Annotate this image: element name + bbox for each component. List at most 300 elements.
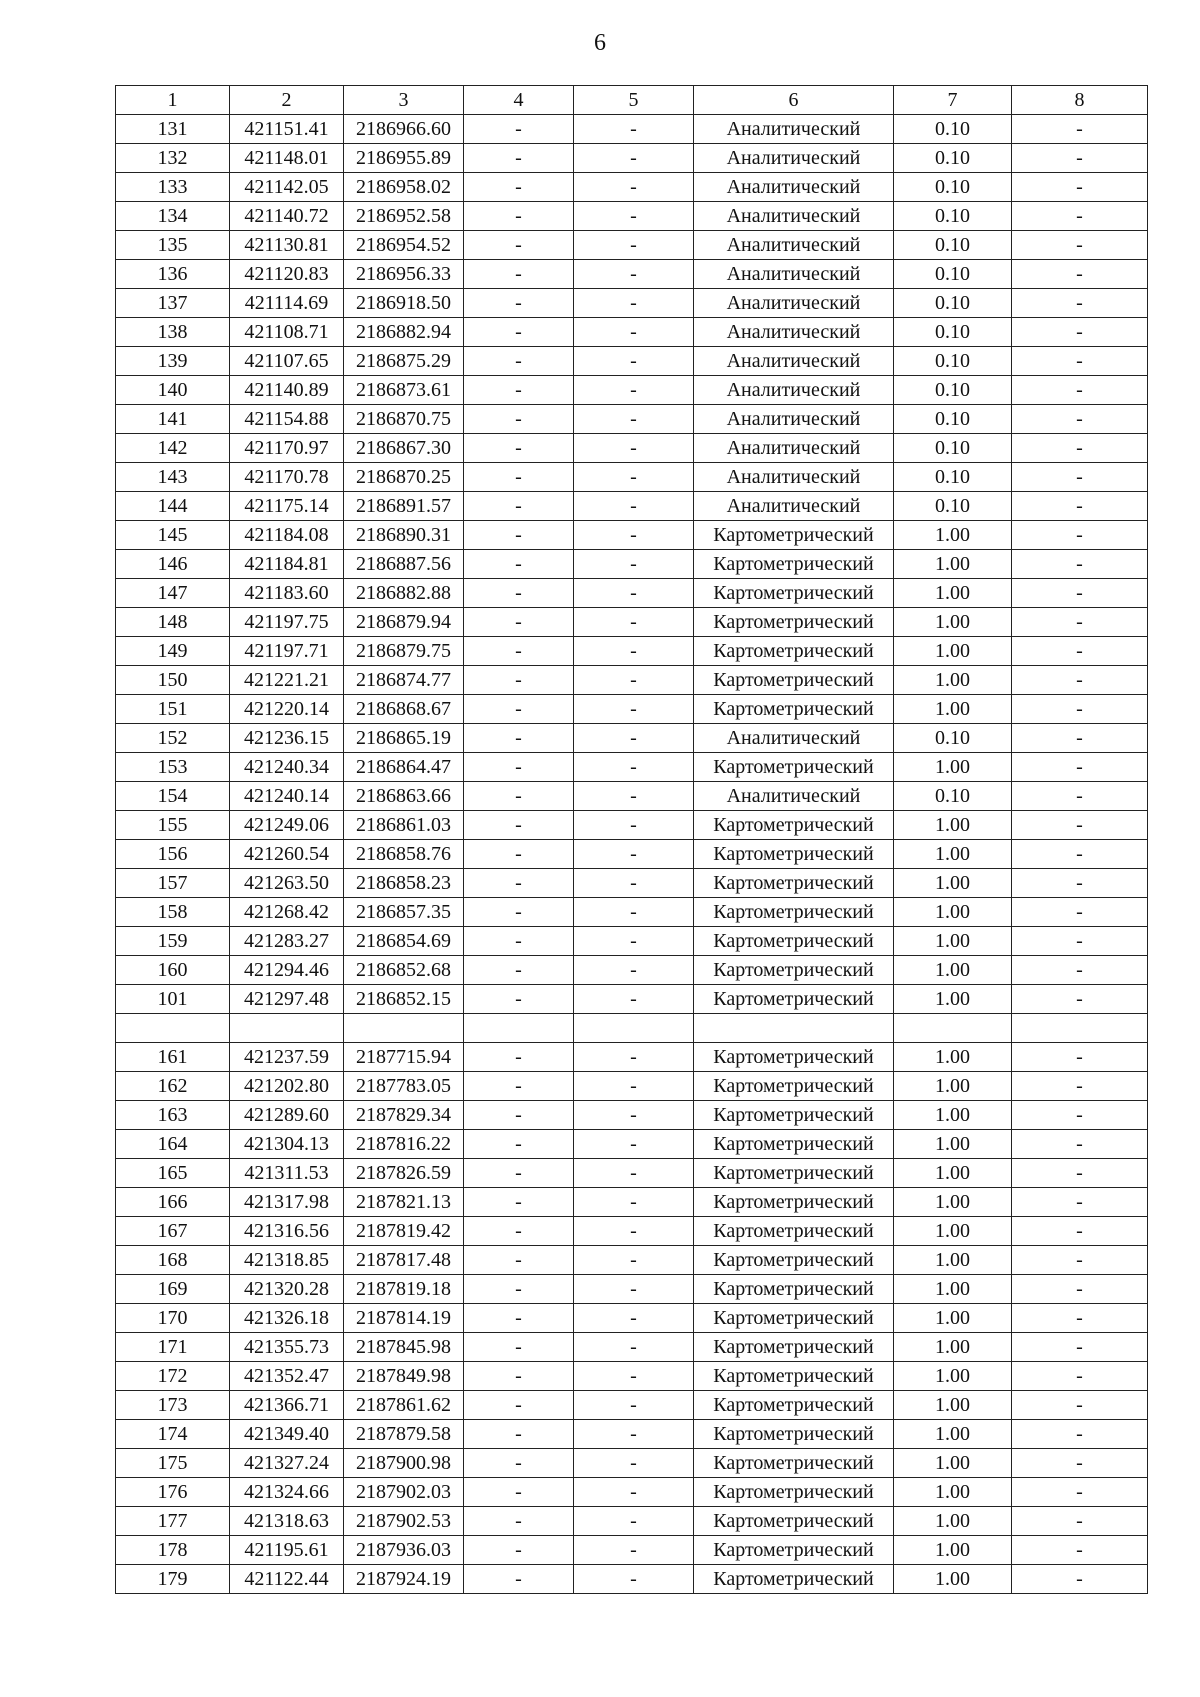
- accuracy-cell: 1.00: [894, 898, 1012, 927]
- column-4-cell: -: [464, 695, 574, 724]
- point-number-cell: 153: [116, 753, 230, 782]
- table-row: [116, 231, 1148, 260]
- table-row: [116, 1159, 1148, 1188]
- column-4-cell: -: [464, 173, 574, 202]
- method-cell: Картометрический: [694, 985, 894, 1014]
- y-coordinate-cell: 2186858.23: [344, 869, 464, 898]
- column-4-cell: -: [464, 521, 574, 550]
- column-5-cell: -: [574, 1362, 694, 1391]
- column-4-cell: -: [464, 1043, 574, 1072]
- column-5-cell: -: [574, 1246, 694, 1275]
- point-number-cell: 163: [116, 1101, 230, 1130]
- column-8-cell: -: [1012, 1304, 1148, 1333]
- method-cell: Картометрический: [694, 1101, 894, 1130]
- column-4-cell: -: [464, 1159, 574, 1188]
- x-coordinate-cell: 421197.75: [230, 608, 344, 637]
- y-coordinate-cell: 2186857.35: [344, 898, 464, 927]
- column-8-cell: -: [1012, 1101, 1148, 1130]
- point-number-cell: 137: [116, 289, 230, 318]
- point-number-cell: 131: [116, 115, 230, 144]
- table-row: [116, 666, 1148, 695]
- y-coordinate-cell: 2186867.30: [344, 434, 464, 463]
- accuracy-cell: 1.00: [894, 1130, 1012, 1159]
- accuracy-cell: 1.00: [894, 1362, 1012, 1391]
- column-4-cell: -: [464, 463, 574, 492]
- y-coordinate-cell: 2187826.59: [344, 1159, 464, 1188]
- table-row: [116, 347, 1148, 376]
- point-number-cell: 152: [116, 724, 230, 753]
- x-coordinate-cell: 421148.01: [230, 144, 344, 173]
- x-coordinate-cell: 421197.71: [230, 637, 344, 666]
- table-row: [116, 1304, 1148, 1333]
- table-row: [116, 1420, 1148, 1449]
- y-coordinate-cell: 2187849.98: [344, 1362, 464, 1391]
- x-coordinate-cell: 421355.73: [230, 1333, 344, 1362]
- point-number-cell: [116, 1014, 230, 1043]
- y-coordinate-cell: 2186890.31: [344, 521, 464, 550]
- x-coordinate-cell: 421304.13: [230, 1130, 344, 1159]
- x-coordinate-cell: 421349.40: [230, 1420, 344, 1449]
- x-coordinate-cell: 421170.97: [230, 434, 344, 463]
- method-cell: Аналитический: [694, 260, 894, 289]
- x-coordinate-cell: 421240.14: [230, 782, 344, 811]
- table-row: [116, 376, 1148, 405]
- column-header-2: 2: [230, 86, 344, 115]
- page-number: 6: [594, 30, 606, 56]
- point-number-cell: 156: [116, 840, 230, 869]
- method-cell: Картометрический: [694, 1391, 894, 1420]
- y-coordinate-cell: 2187902.03: [344, 1478, 464, 1507]
- method-cell: Картометрический: [694, 1478, 894, 1507]
- x-coordinate-cell: 421151.41: [230, 115, 344, 144]
- column-8-cell: -: [1012, 579, 1148, 608]
- column-4-cell: -: [464, 1072, 574, 1101]
- x-coordinate-cell: 421120.83: [230, 260, 344, 289]
- point-number-cell: 160: [116, 956, 230, 985]
- table-row: [116, 753, 1148, 782]
- x-coordinate-cell: 421107.65: [230, 347, 344, 376]
- column-5-cell: -: [574, 550, 694, 579]
- table-row: [116, 1362, 1148, 1391]
- accuracy-cell: 0.10: [894, 724, 1012, 753]
- column-4-cell: -: [464, 666, 574, 695]
- y-coordinate-cell: 2186865.19: [344, 724, 464, 753]
- column-4-cell: -: [464, 1275, 574, 1304]
- method-cell: Картометрический: [694, 1043, 894, 1072]
- point-number-cell: 172: [116, 1362, 230, 1391]
- y-coordinate-cell: 2187861.62: [344, 1391, 464, 1420]
- table-row: [116, 405, 1148, 434]
- column-5-cell: -: [574, 318, 694, 347]
- table-row: [116, 608, 1148, 637]
- x-coordinate-cell: 421263.50: [230, 869, 344, 898]
- y-coordinate-cell: [344, 1014, 464, 1043]
- table-row: [116, 840, 1148, 869]
- column-8-cell: -: [1012, 695, 1148, 724]
- column-8-cell: -: [1012, 1072, 1148, 1101]
- table-row: [116, 869, 1148, 898]
- accuracy-cell: 1.00: [894, 637, 1012, 666]
- column-4-cell: -: [464, 202, 574, 231]
- column-8-cell: -: [1012, 1449, 1148, 1478]
- column-8-cell: -: [1012, 463, 1148, 492]
- column-8-cell: -: [1012, 289, 1148, 318]
- y-coordinate-cell: 2187821.13: [344, 1188, 464, 1217]
- y-coordinate-cell: 2186952.58: [344, 202, 464, 231]
- y-coordinate-cell: 2187819.18: [344, 1275, 464, 1304]
- column-8-cell: -: [1012, 1246, 1148, 1275]
- table-row: [116, 492, 1148, 521]
- column-4-cell: -: [464, 492, 574, 521]
- x-coordinate-cell: 421311.53: [230, 1159, 344, 1188]
- x-coordinate-cell: 421240.34: [230, 753, 344, 782]
- y-coordinate-cell: 2186854.69: [344, 927, 464, 956]
- point-number-cell: 139: [116, 347, 230, 376]
- method-cell: Аналитический: [694, 231, 894, 260]
- method-cell: Картометрический: [694, 1246, 894, 1275]
- y-coordinate-cell: 2186858.76: [344, 840, 464, 869]
- column-5-cell: -: [574, 434, 694, 463]
- accuracy-cell: 0.10: [894, 231, 1012, 260]
- column-8-cell: -: [1012, 1333, 1148, 1362]
- x-coordinate-cell: 421130.81: [230, 231, 344, 260]
- method-cell: Картометрический: [694, 1362, 894, 1391]
- point-number-cell: 133: [116, 173, 230, 202]
- table-row: [116, 521, 1148, 550]
- accuracy-cell: 1.00: [894, 1449, 1012, 1478]
- table-row: [116, 434, 1148, 463]
- accuracy-cell: 1.00: [894, 985, 1012, 1014]
- y-coordinate-cell: 2187814.19: [344, 1304, 464, 1333]
- y-coordinate-cell: 2186879.94: [344, 608, 464, 637]
- accuracy-cell: 1.00: [894, 608, 1012, 637]
- method-cell: Картометрический: [694, 1536, 894, 1565]
- point-number-cell: 168: [116, 1246, 230, 1275]
- method-cell: Картометрический: [694, 869, 894, 898]
- y-coordinate-cell: 2187900.98: [344, 1449, 464, 1478]
- column-5-cell: -: [574, 144, 694, 173]
- x-coordinate-cell: 421289.60: [230, 1101, 344, 1130]
- column-4-cell: -: [464, 550, 574, 579]
- method-cell: Аналитический: [694, 492, 894, 521]
- method-cell: Аналитический: [694, 434, 894, 463]
- accuracy-cell: 1.00: [894, 1246, 1012, 1275]
- method-cell: [694, 1014, 894, 1043]
- column-4-cell: -: [464, 985, 574, 1014]
- point-number-cell: 143: [116, 463, 230, 492]
- column-4-cell: -: [464, 579, 574, 608]
- table-row: [116, 202, 1148, 231]
- column-5-cell: -: [574, 666, 694, 695]
- column-8-cell: -: [1012, 1478, 1148, 1507]
- method-cell: Аналитический: [694, 405, 894, 434]
- point-number-cell: 155: [116, 811, 230, 840]
- column-header-4: 4: [464, 86, 574, 115]
- method-cell: Картометрический: [694, 1188, 894, 1217]
- accuracy-cell: 0.10: [894, 376, 1012, 405]
- column-4-cell: -: [464, 927, 574, 956]
- accuracy-cell: 1.00: [894, 1101, 1012, 1130]
- point-number-cell: 146: [116, 550, 230, 579]
- coordinates-table: [115, 85, 1148, 1594]
- point-number-cell: 145: [116, 521, 230, 550]
- column-5-cell: -: [574, 753, 694, 782]
- x-coordinate-cell: 421202.80: [230, 1072, 344, 1101]
- method-cell: Картометрический: [694, 1217, 894, 1246]
- method-cell: Аналитический: [694, 347, 894, 376]
- x-coordinate-cell: 421326.18: [230, 1304, 344, 1333]
- table-row: [116, 1565, 1148, 1594]
- column-4-cell: -: [464, 318, 574, 347]
- x-coordinate-cell: 421297.48: [230, 985, 344, 1014]
- column-8-cell: [1012, 1014, 1148, 1043]
- table-row: [116, 115, 1148, 144]
- column-4-cell: -: [464, 405, 574, 434]
- y-coordinate-cell: 2187936.03: [344, 1536, 464, 1565]
- method-cell: Картометрический: [694, 695, 894, 724]
- column-4-cell: -: [464, 840, 574, 869]
- table-row: [116, 260, 1148, 289]
- method-cell: Картометрический: [694, 550, 894, 579]
- accuracy-cell: 1.00: [894, 1420, 1012, 1449]
- accuracy-cell: 1.00: [894, 753, 1012, 782]
- column-4-cell: -: [464, 1536, 574, 1565]
- y-coordinate-cell: 2186870.25: [344, 463, 464, 492]
- column-4-cell: -: [464, 289, 574, 318]
- x-coordinate-cell: [230, 1014, 344, 1043]
- table-row: [116, 811, 1148, 840]
- accuracy-cell: 0.10: [894, 463, 1012, 492]
- column-5-cell: -: [574, 202, 694, 231]
- point-number-cell: 177: [116, 1507, 230, 1536]
- table-row: [116, 1507, 1148, 1536]
- column-8-cell: -: [1012, 173, 1148, 202]
- column-4-cell: -: [464, 869, 574, 898]
- table-row: [116, 956, 1148, 985]
- y-coordinate-cell: 2186966.60: [344, 115, 464, 144]
- column-8-cell: -: [1012, 956, 1148, 985]
- method-cell: Картометрический: [694, 840, 894, 869]
- table-row: [116, 1130, 1148, 1159]
- point-number-cell: 158: [116, 898, 230, 927]
- point-number-cell: 150: [116, 666, 230, 695]
- column-5-cell: -: [574, 608, 694, 637]
- accuracy-cell: 0.10: [894, 434, 1012, 463]
- point-number-cell: 147: [116, 579, 230, 608]
- column-8-cell: -: [1012, 753, 1148, 782]
- column-5-cell: -: [574, 1101, 694, 1130]
- column-4-cell: -: [464, 782, 574, 811]
- table-row: [116, 724, 1148, 753]
- y-coordinate-cell: 2186863.66: [344, 782, 464, 811]
- y-coordinate-cell: 2186887.56: [344, 550, 464, 579]
- column-5-cell: -: [574, 1565, 694, 1594]
- column-4-cell: -: [464, 260, 574, 289]
- table-row: [116, 1449, 1148, 1478]
- column-8-cell: -: [1012, 1507, 1148, 1536]
- column-5-cell: -: [574, 347, 694, 376]
- x-coordinate-cell: 421320.28: [230, 1275, 344, 1304]
- y-coordinate-cell: 2186864.47: [344, 753, 464, 782]
- y-coordinate-cell: 2186875.29: [344, 347, 464, 376]
- column-8-cell: -: [1012, 1130, 1148, 1159]
- y-coordinate-cell: 2186879.75: [344, 637, 464, 666]
- point-number-cell: 135: [116, 231, 230, 260]
- method-cell: Картометрический: [694, 1275, 894, 1304]
- method-cell: Картометрический: [694, 1420, 894, 1449]
- y-coordinate-cell: 2186870.75: [344, 405, 464, 434]
- accuracy-cell: 1.00: [894, 1391, 1012, 1420]
- point-number-cell: 136: [116, 260, 230, 289]
- column-4-cell: -: [464, 1391, 574, 1420]
- point-number-cell: 157: [116, 869, 230, 898]
- method-cell: Картометрический: [694, 637, 894, 666]
- column-5-cell: -: [574, 927, 694, 956]
- point-number-cell: 144: [116, 492, 230, 521]
- column-5-cell: -: [574, 1043, 694, 1072]
- method-cell: Картометрический: [694, 811, 894, 840]
- table-row: [116, 550, 1148, 579]
- column-8-cell: -: [1012, 521, 1148, 550]
- accuracy-cell: 1.00: [894, 1304, 1012, 1333]
- column-5-cell: -: [574, 463, 694, 492]
- column-5-cell: -: [574, 231, 694, 260]
- column-8-cell: -: [1012, 1217, 1148, 1246]
- column-4-cell: -: [464, 1565, 574, 1594]
- table-row: [116, 289, 1148, 318]
- accuracy-cell: 1.00: [894, 811, 1012, 840]
- point-number-cell: 167: [116, 1217, 230, 1246]
- point-number-cell: 164: [116, 1130, 230, 1159]
- y-coordinate-cell: 2186874.77: [344, 666, 464, 695]
- method-cell: Аналитический: [694, 115, 894, 144]
- column-5-cell: -: [574, 637, 694, 666]
- table-row: [116, 1275, 1148, 1304]
- column-8-cell: -: [1012, 550, 1148, 579]
- column-4-cell: -: [464, 1101, 574, 1130]
- y-coordinate-cell: 2186956.33: [344, 260, 464, 289]
- column-5-cell: -: [574, 1304, 694, 1333]
- x-coordinate-cell: 421195.61: [230, 1536, 344, 1565]
- accuracy-cell: 1.00: [894, 521, 1012, 550]
- y-coordinate-cell: 2187817.48: [344, 1246, 464, 1275]
- point-number-cell: 171: [116, 1333, 230, 1362]
- column-8-cell: -: [1012, 1159, 1148, 1188]
- table-row: [116, 318, 1148, 347]
- y-coordinate-cell: 2187819.42: [344, 1217, 464, 1246]
- accuracy-cell: [894, 1014, 1012, 1043]
- column-4-cell: -: [464, 811, 574, 840]
- accuracy-cell: 0.10: [894, 405, 1012, 434]
- column-5-cell: -: [574, 1391, 694, 1420]
- column-5-cell: [574, 1014, 694, 1043]
- point-number-cell: 173: [116, 1391, 230, 1420]
- y-coordinate-cell: 2187902.53: [344, 1507, 464, 1536]
- table-row: [116, 463, 1148, 492]
- table-row: [116, 927, 1148, 956]
- column-4-cell: -: [464, 347, 574, 376]
- table-row: [116, 985, 1148, 1014]
- point-number-cell: 166: [116, 1188, 230, 1217]
- x-coordinate-cell: 421316.56: [230, 1217, 344, 1246]
- column-5-cell: -: [574, 521, 694, 550]
- point-number-cell: 151: [116, 695, 230, 724]
- column-4-cell: -: [464, 231, 574, 260]
- column-8-cell: -: [1012, 637, 1148, 666]
- accuracy-cell: 1.00: [894, 927, 1012, 956]
- accuracy-cell: 1.00: [894, 1536, 1012, 1565]
- column-8-cell: -: [1012, 898, 1148, 927]
- method-cell: Аналитический: [694, 318, 894, 347]
- column-5-cell: -: [574, 811, 694, 840]
- column-header-5: 5: [574, 86, 694, 115]
- column-5-cell: -: [574, 579, 694, 608]
- column-4-cell: -: [464, 434, 574, 463]
- accuracy-cell: 0.10: [894, 318, 1012, 347]
- table-row: [116, 1478, 1148, 1507]
- point-number-cell: 154: [116, 782, 230, 811]
- column-5-cell: -: [574, 1507, 694, 1536]
- table-row: [116, 1072, 1148, 1101]
- column-5-cell: -: [574, 1536, 694, 1565]
- y-coordinate-cell: 2186868.67: [344, 695, 464, 724]
- column-4-cell: [464, 1014, 574, 1043]
- column-5-cell: -: [574, 376, 694, 405]
- column-header-3: 3: [344, 86, 464, 115]
- point-number-cell: 178: [116, 1536, 230, 1565]
- column-4-cell: -: [464, 724, 574, 753]
- point-number-cell: 175: [116, 1449, 230, 1478]
- table-row: [116, 637, 1148, 666]
- accuracy-cell: 1.00: [894, 869, 1012, 898]
- x-coordinate-cell: 421236.15: [230, 724, 344, 753]
- x-coordinate-cell: 421122.44: [230, 1565, 344, 1594]
- column-5-cell: -: [574, 1420, 694, 1449]
- y-coordinate-cell: 2186955.89: [344, 144, 464, 173]
- table-row: [116, 1391, 1148, 1420]
- table-row: [116, 1536, 1148, 1565]
- accuracy-cell: 1.00: [894, 1507, 1012, 1536]
- y-coordinate-cell: 2187924.19: [344, 1565, 464, 1594]
- column-5-cell: -: [574, 405, 694, 434]
- column-8-cell: -: [1012, 1275, 1148, 1304]
- method-cell: Картометрический: [694, 753, 894, 782]
- method-cell: Аналитический: [694, 289, 894, 318]
- column-8-cell: -: [1012, 434, 1148, 463]
- method-cell: Картометрический: [694, 666, 894, 695]
- table-row: [116, 1043, 1148, 1072]
- method-cell: Картометрический: [694, 521, 894, 550]
- column-4-cell: -: [464, 144, 574, 173]
- column-8-cell: -: [1012, 1536, 1148, 1565]
- method-cell: Картометрический: [694, 956, 894, 985]
- method-cell: Картометрический: [694, 927, 894, 956]
- point-number-cell: 138: [116, 318, 230, 347]
- x-coordinate-cell: 421175.14: [230, 492, 344, 521]
- x-coordinate-cell: 421283.27: [230, 927, 344, 956]
- column-8-cell: -: [1012, 376, 1148, 405]
- column-header-8: 8: [1012, 86, 1148, 115]
- x-coordinate-cell: 421294.46: [230, 956, 344, 985]
- table-row: [116, 1014, 1148, 1043]
- y-coordinate-cell: 2186954.52: [344, 231, 464, 260]
- y-coordinate-cell: 2187879.58: [344, 1420, 464, 1449]
- column-8-cell: -: [1012, 1565, 1148, 1594]
- point-number-cell: 179: [116, 1565, 230, 1594]
- column-8-cell: -: [1012, 202, 1148, 231]
- accuracy-cell: 1.00: [894, 666, 1012, 695]
- column-8-cell: -: [1012, 985, 1148, 1014]
